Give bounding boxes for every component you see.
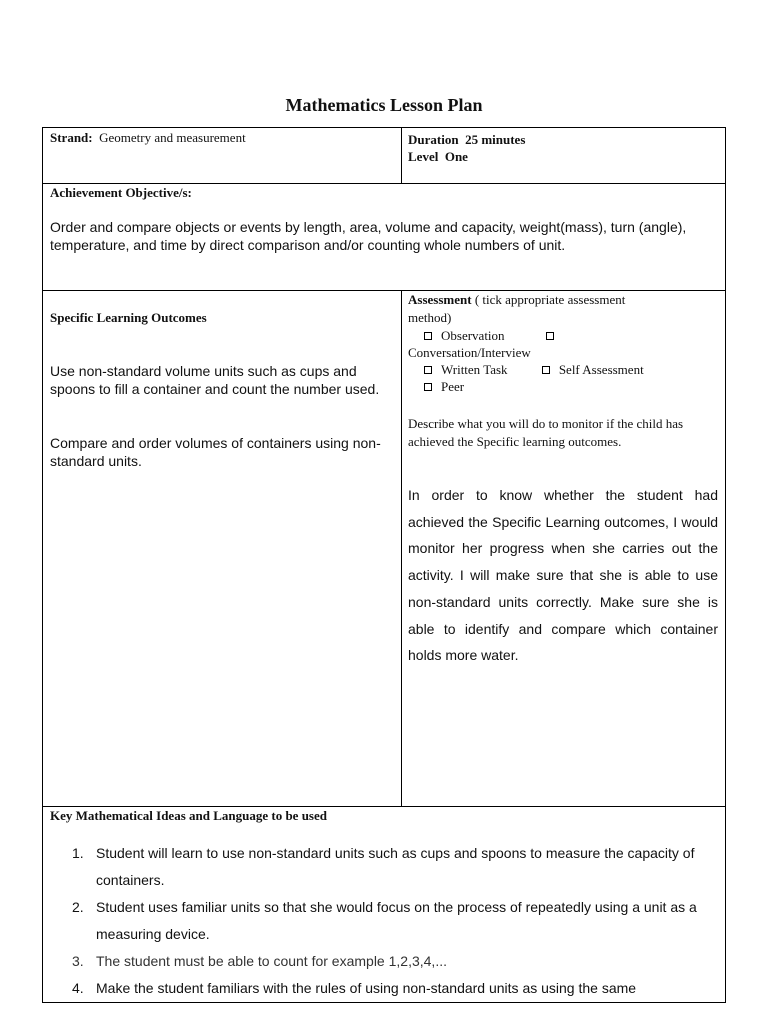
list-text: The student must be able to count for example 1,2,3,4,...	[96, 953, 447, 969]
key-ideas-label: Key Mathematical Ideas and Language to be used	[50, 808, 327, 823]
assessment-header	[408, 291, 720, 327]
column-divider-top	[401, 127, 402, 184]
table-border-right	[725, 127, 726, 1003]
page-title: Mathematics Lesson Plan	[285, 95, 483, 115]
column-divider-middle	[401, 290, 402, 807]
option-observation: Observation	[441, 328, 505, 343]
assessment-label: Assessment	[408, 292, 472, 307]
row-divider-3	[42, 806, 726, 807]
list-text: Student uses familiar units so that she would focus on the process of repeatedly using a unit as a measuring device.	[96, 899, 697, 942]
outcome-item-2: Compare and order volumes of containers using non-standard units.	[50, 435, 381, 469]
list-number: 4.	[72, 980, 84, 996]
strand-label: Strand:	[50, 130, 93, 145]
option-self-assessment: Self Assessment	[558, 362, 644, 377]
assessment-response: In order to know whether the student had achieved the Specific Learning outcomes, I would monitor her progress when she carries out the activity. I will make sure that she is able to use non-standard units correctly. Make sure she is able to identify and compare which container holds more water.	[408, 487, 718, 664]
level-label: Level	[408, 149, 439, 164]
list-number: 3.	[72, 953, 84, 969]
table-border-top	[42, 127, 726, 128]
key-ideas-list	[42, 840, 707, 1002]
assessment-hint-2: method)	[408, 310, 452, 325]
checkbox-written-task[interactable]	[424, 366, 432, 374]
list-text: Make the student familiars with the rules of using non-standard units as using the same	[96, 980, 637, 996]
duration-cell	[408, 131, 718, 165]
duration-label: Duration	[408, 132, 459, 147]
assessment-describe-prompt: Describe what you will do to monitor if the child has achieved the Specific learning outcomes.	[408, 416, 684, 449]
option-written-task: Written Task	[441, 362, 508, 377]
duration-line	[408, 131, 718, 148]
assessment-hint-1: ( tick appropriate assessment	[474, 292, 626, 307]
table-border-bottom	[42, 1002, 726, 1003]
options-line-3	[408, 378, 726, 395]
row-divider-1	[42, 183, 726, 184]
list-item	[42, 975, 707, 1002]
outcome-item-1: Use non-standard volume units such as cups and spoons to fill a container and count the number used.	[50, 363, 380, 397]
list-item	[42, 894, 707, 948]
assessment-options	[408, 327, 726, 395]
strand-value: Geometry and measurement	[99, 130, 246, 145]
option-peer: Peer	[441, 379, 465, 394]
list-item	[42, 840, 707, 894]
options-line-2	[408, 361, 726, 378]
list-text: Student will learn to use non-standard units such as cups and spoons to measure the capacity of containers.	[96, 845, 695, 888]
level-value: One	[444, 149, 468, 164]
checkbox-self-assessment[interactable]	[542, 366, 550, 374]
list-number: 2.	[72, 899, 84, 915]
checkbox-peer[interactable]	[424, 383, 432, 391]
checkbox-conversation[interactable]	[546, 332, 554, 340]
achievement-label: Achievement Objective/s:	[50, 185, 192, 200]
achievement-text: Order and compare objects or events by length, area, volume and capacity, weight(mass), turn (angle), temperature, and time by direct comparison and/or counting whole numbers of unit.	[50, 219, 687, 253]
list-item	[42, 948, 707, 975]
strand-cell	[50, 130, 395, 146]
duration-value: 25 minutes	[465, 132, 526, 147]
checkbox-observation[interactable]	[424, 332, 432, 340]
options-line-1	[408, 327, 726, 344]
outcomes-label: Specific Learning Outcomes	[50, 310, 207, 325]
level-line	[408, 148, 718, 165]
option-conversation: Conversation/Interview	[408, 345, 531, 360]
list-number: 1.	[72, 845, 84, 861]
